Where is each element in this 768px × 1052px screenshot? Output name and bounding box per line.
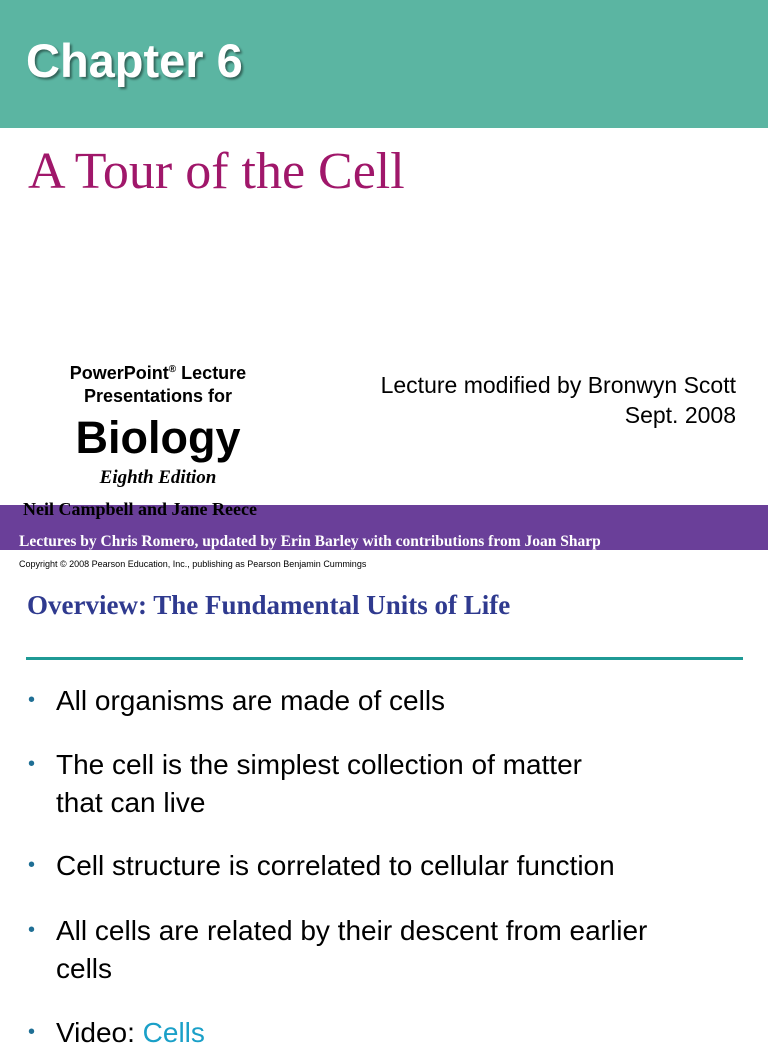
modified-by-block [381, 370, 736, 430]
registered-mark: ® [168, 364, 177, 375]
cells-video-link[interactable]: Cells [142, 1017, 205, 1048]
bullet-marker: • [28, 1021, 36, 1043]
lecture-title: A Tour of the Cell [28, 143, 405, 200]
bullet-text-line: The cell is the simplest collection of matter [56, 749, 582, 780]
powerpoint-credit-block [22, 362, 294, 490]
bullet-item [28, 847, 743, 885]
bullet-item [28, 746, 743, 822]
chapter-heading: Chapter 6 [26, 34, 243, 87]
bullet-item-partial [28, 1014, 743, 1052]
bullet-item [28, 912, 743, 988]
bullet-marker: • [28, 854, 36, 876]
lecture-word: Lecture [176, 363, 247, 383]
bullet-item [28, 682, 743, 720]
copyright-notice: Copyright © 2008 Pearson Education, Inc., publishing as Pearson Benjamin Cummings [19, 559, 367, 569]
bullet-text-line: cells [56, 953, 113, 984]
title-divider [26, 657, 743, 660]
course-name: Biology [75, 412, 241, 463]
presentations-for-line: Presentations for [83, 386, 233, 406]
overview-slide [0, 576, 768, 1048]
bullet-marker: • [28, 689, 36, 711]
edition-label: Eighth Edition [99, 467, 217, 488]
overview-heading: Overview: The Fundamental Units of Life [27, 590, 511, 620]
bullet-text-line [56, 1014, 743, 1052]
powerpoint-name: PowerPoint [69, 363, 169, 383]
bullet-marker: • [28, 919, 36, 941]
bullet-marker: • [28, 753, 36, 775]
bullet-text-line: that can live [56, 787, 206, 818]
bullet-text-line: All organisms are made of cells [56, 685, 446, 716]
textbook-authors: Neil Campbell and Jane Reece [23, 499, 257, 519]
bullet-text-line: All cells are related by their descent from earlier [56, 915, 648, 946]
modified-date: Sept. 2008 [624, 402, 736, 428]
powerpoint-line [22, 362, 294, 385]
bullet-text-line: Cell structure is correlated to cellular function [56, 850, 615, 881]
lecture-credits: Lectures by Chris Romero, updated by Erin Barley with contributions from Joan Sharp [19, 533, 601, 550]
modified-by-line: Lecture modified by Bronwyn Scott [380, 372, 736, 398]
video-label: Video: [56, 1017, 143, 1048]
